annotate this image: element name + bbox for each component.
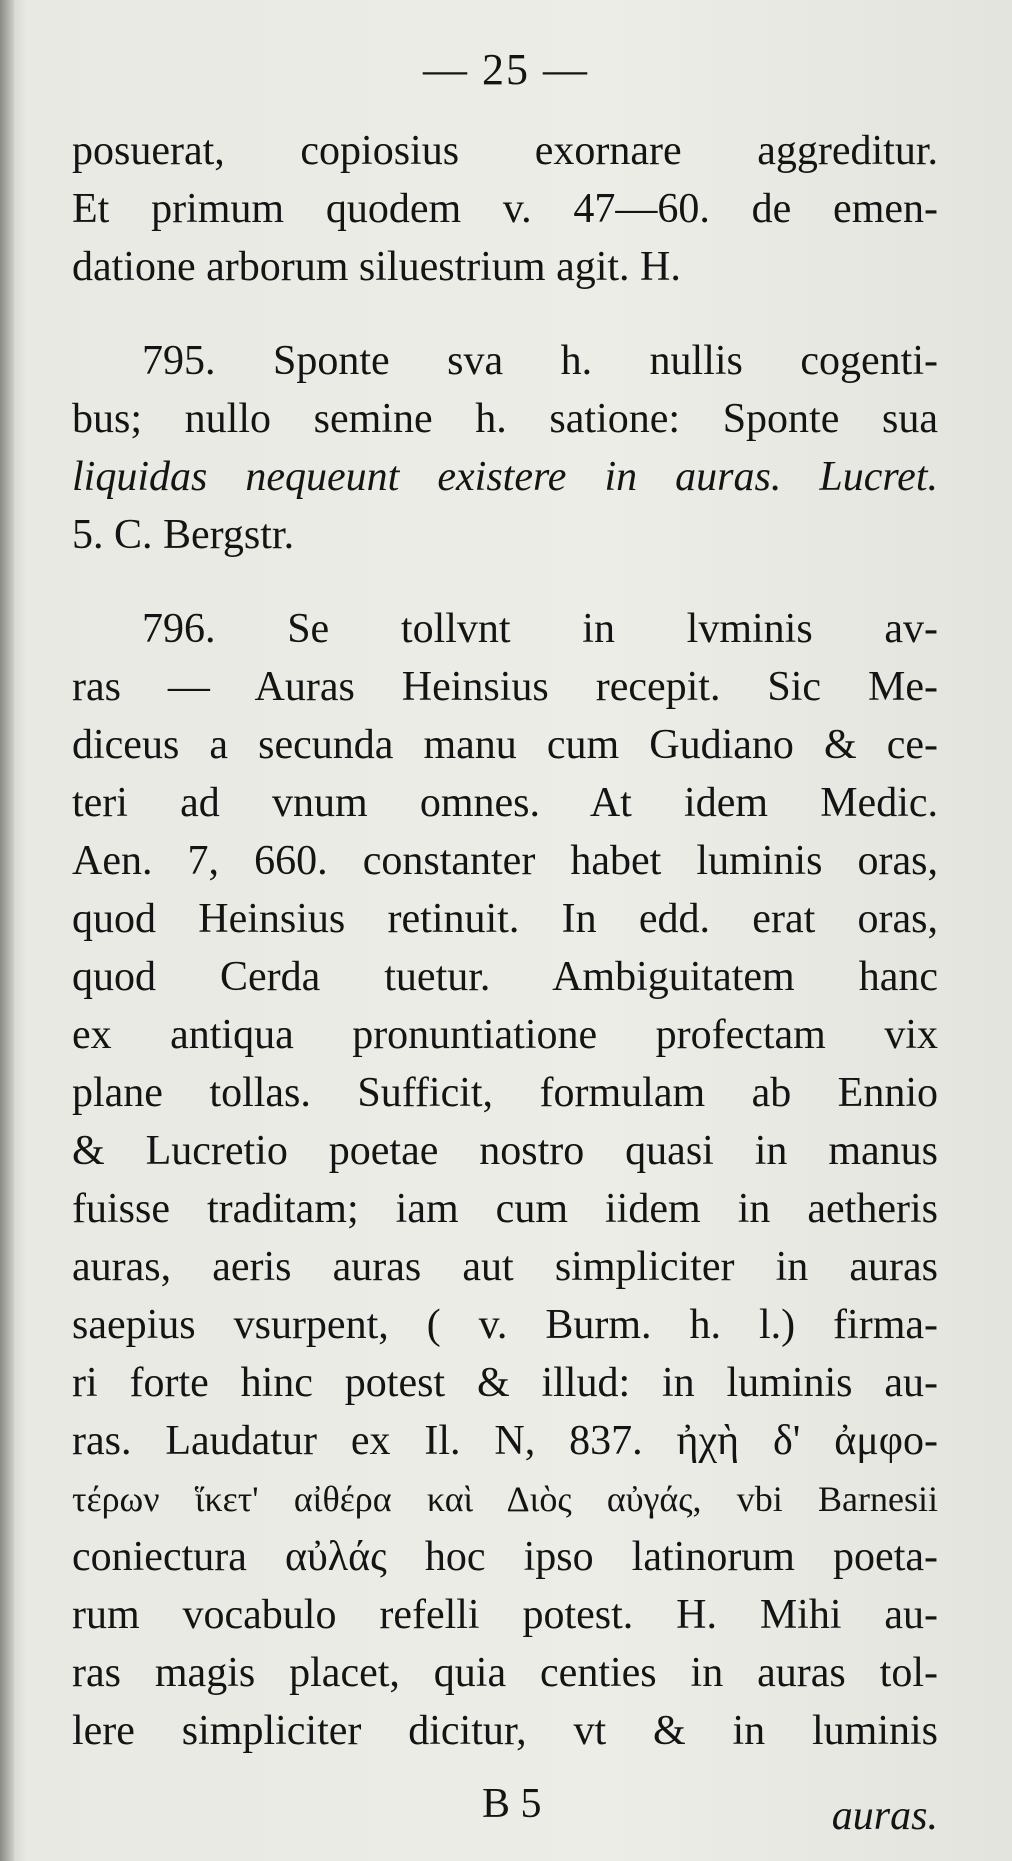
body-text: [72, 122, 938, 1760]
page-edge-shadow: [0, 0, 14, 1861]
text-line: quod Heinsius retinuit. In edd. erat oras,: [72, 896, 938, 942]
text-line: auras, aeris auras aut simpliciter in auras: [72, 1244, 938, 1290]
text-line: saepius vsurpent, ( v. Burm. h. l.) firma-: [72, 1302, 938, 1348]
text-line: ras magis placet, quia centies in auras tol-: [72, 1650, 938, 1696]
text-line: lere simpliciter dicitur, vt & in luminis: [72, 1708, 938, 1754]
signature-mark: B 5: [482, 1781, 542, 1827]
text-line: ras. Laudatur ex Il. N, 837. ἠχὴ δ' ἀμφο-: [72, 1418, 938, 1464]
text-line: ri forte hinc potest & illud: in luminis au-: [72, 1360, 938, 1406]
text-line: τέρων ἵκετ' αἰθέρα καὶ Διὸς αὐγάς, vbi Barnesii: [72, 1479, 938, 1519]
text-line: 795. Sponte sva h. nullis cogenti-: [142, 338, 938, 384]
text-line: Et primum quodem v. 47—60. de emen-: [72, 186, 938, 232]
text-line: Aen. 7, 660. constanter habet luminis oras,: [72, 838, 938, 884]
page-number-header: — 25 —: [423, 45, 589, 94]
text-line: posuerat, copiosius exornare aggreditur.: [72, 128, 938, 174]
text-line: ras — Auras Heinsius recepit. Sic Me-: [72, 664, 938, 710]
text-line: coniectura αὐλάς hoc ipso latinorum poeta-: [72, 1534, 938, 1580]
text-line: ex antiqua pronuntiatione profectam vix: [72, 1012, 938, 1058]
text-line: bus; nullo semine h. satione: Sponte sua: [72, 396, 938, 442]
text-line: datione arborum siluestrium agit. H.: [72, 244, 681, 290]
text-line: rum vocabulo refelli potest. H. Mihi au-: [72, 1592, 938, 1638]
text-line: liquidas nequeunt existere in auras. Lucret.: [72, 454, 938, 500]
text-line: teri ad vnum omnes. At idem Medic.: [72, 780, 938, 826]
text-line: plane tollas. Sufficit, formulam ab Ennio: [72, 1070, 938, 1116]
catchword: auras.: [831, 1793, 938, 1839]
text-line: quod Cerda tuetur. Ambiguitatem hanc: [72, 954, 938, 1000]
text-line: fuisse traditam; iam cum iidem in aetheris: [72, 1186, 938, 1232]
text-line: 796. Se tollvnt in lvminis av-: [142, 606, 938, 652]
text-line: diceus a secunda manu cum Gudiano & ce-: [72, 722, 938, 768]
text-line: 5. C. Bergstr.: [72, 512, 295, 558]
text-line: & Lucretio poetae nostro quasi in manus: [72, 1128, 938, 1174]
